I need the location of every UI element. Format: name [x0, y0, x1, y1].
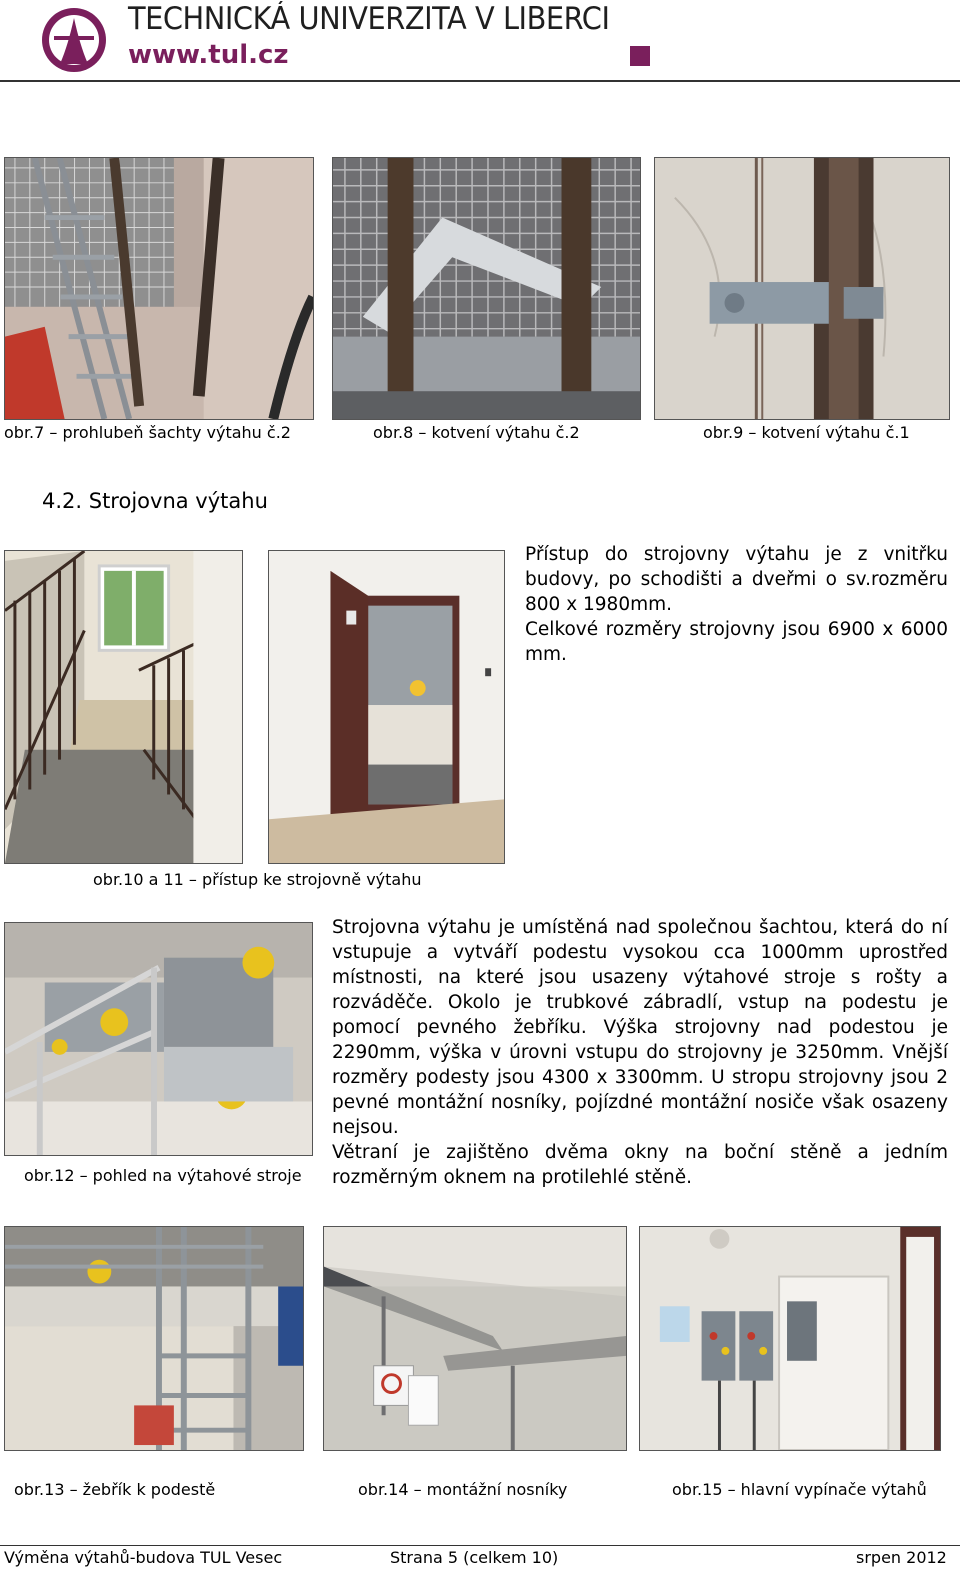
caption-obr8: obr.8 – kotvení výtahu č.2	[373, 423, 580, 442]
access-paragraph-2: Celkové rozměry strojovny jsou 6900 x 6000 mm.	[525, 619, 948, 665]
header-divider	[0, 80, 960, 82]
caption-obr12: obr.12 – pohled na výtahové stroje	[24, 1166, 302, 1185]
access-text	[525, 542, 948, 667]
machine-paragraph-1: Strojovna výtahu je umístěná nad společnou šachtou, která do ní vstupuje a vytváří podestu vysokou cca 1000mm uprostřed místnosti, na které jsou usazeny výtahové stroje s rošty a rozváděče. Okolo je trubkové zábradlí, vstup na podestu je pomocí pevného žebříku. Výška strojovny nad podestou je 2290mm, výška v úrovni vstupu do strojovny je 3250mm. Vnější rozměry podesty jsou 4300 x 3300mm. U stropu strojovny jsou 2 pevné montážní nosníky, pojízdné montážní nosiče však osazeny nejsou.	[332, 917, 948, 1138]
photo-anchoring-lift1	[654, 157, 950, 420]
photo-beams	[323, 1226, 627, 1451]
photo-main-switches	[639, 1226, 941, 1451]
caption-obr10-11: obr.10 a 11 – přístup ke strojovně výtahu	[93, 870, 422, 889]
university-url[interactable]: www.tul.cz	[128, 40, 289, 70]
footer-divider	[0, 1545, 960, 1546]
footer-document-title: Výměna výtahů-budova TUL Vesec	[4, 1548, 283, 1567]
caption-obr13: obr.13 – žebřík k podestě	[14, 1480, 216, 1499]
photo-lift-machines	[4, 922, 313, 1156]
section-heading: 4.2. Strojovna výtahu	[42, 489, 268, 513]
photo-door-entrance	[268, 550, 505, 864]
photo-ladder	[4, 1226, 304, 1451]
caption-obr14: obr.14 – montážní nosníky	[358, 1480, 568, 1499]
caption-obr7: obr.7 – prohlubeň šachty výtahu č.2	[4, 423, 291, 442]
caption-obr15: obr.15 – hlavní vypínače výtahů	[672, 1480, 927, 1499]
university-name: TECHNICKÁ UNIVERZITA V LIBERCI	[128, 1, 610, 37]
machine-paragraph-2: Větraní je zajištěno dvěma okny na boční stěně a jedním rozměrným oknem na protilehlé stěně.	[332, 1142, 948, 1188]
machine-room-text	[332, 915, 948, 1190]
tul-logo-icon	[40, 6, 108, 74]
footer-date: srpen 2012	[856, 1548, 947, 1567]
photo-anchoring-lift2	[332, 157, 641, 420]
photo-shaft-pit	[4, 157, 314, 420]
footer-page-number: Strana 5 (celkem 10)	[390, 1548, 559, 1567]
brand-square	[630, 46, 650, 66]
access-paragraph-1: Přístup do strojovny výtahu je z vnitřku budovy, po schodišti a dveřmi o sv.rozměru 800 x 1980mm.	[525, 544, 948, 615]
caption-obr9: obr.9 – kotvení výtahu č.1	[703, 423, 910, 442]
photo-staircase	[4, 550, 243, 864]
